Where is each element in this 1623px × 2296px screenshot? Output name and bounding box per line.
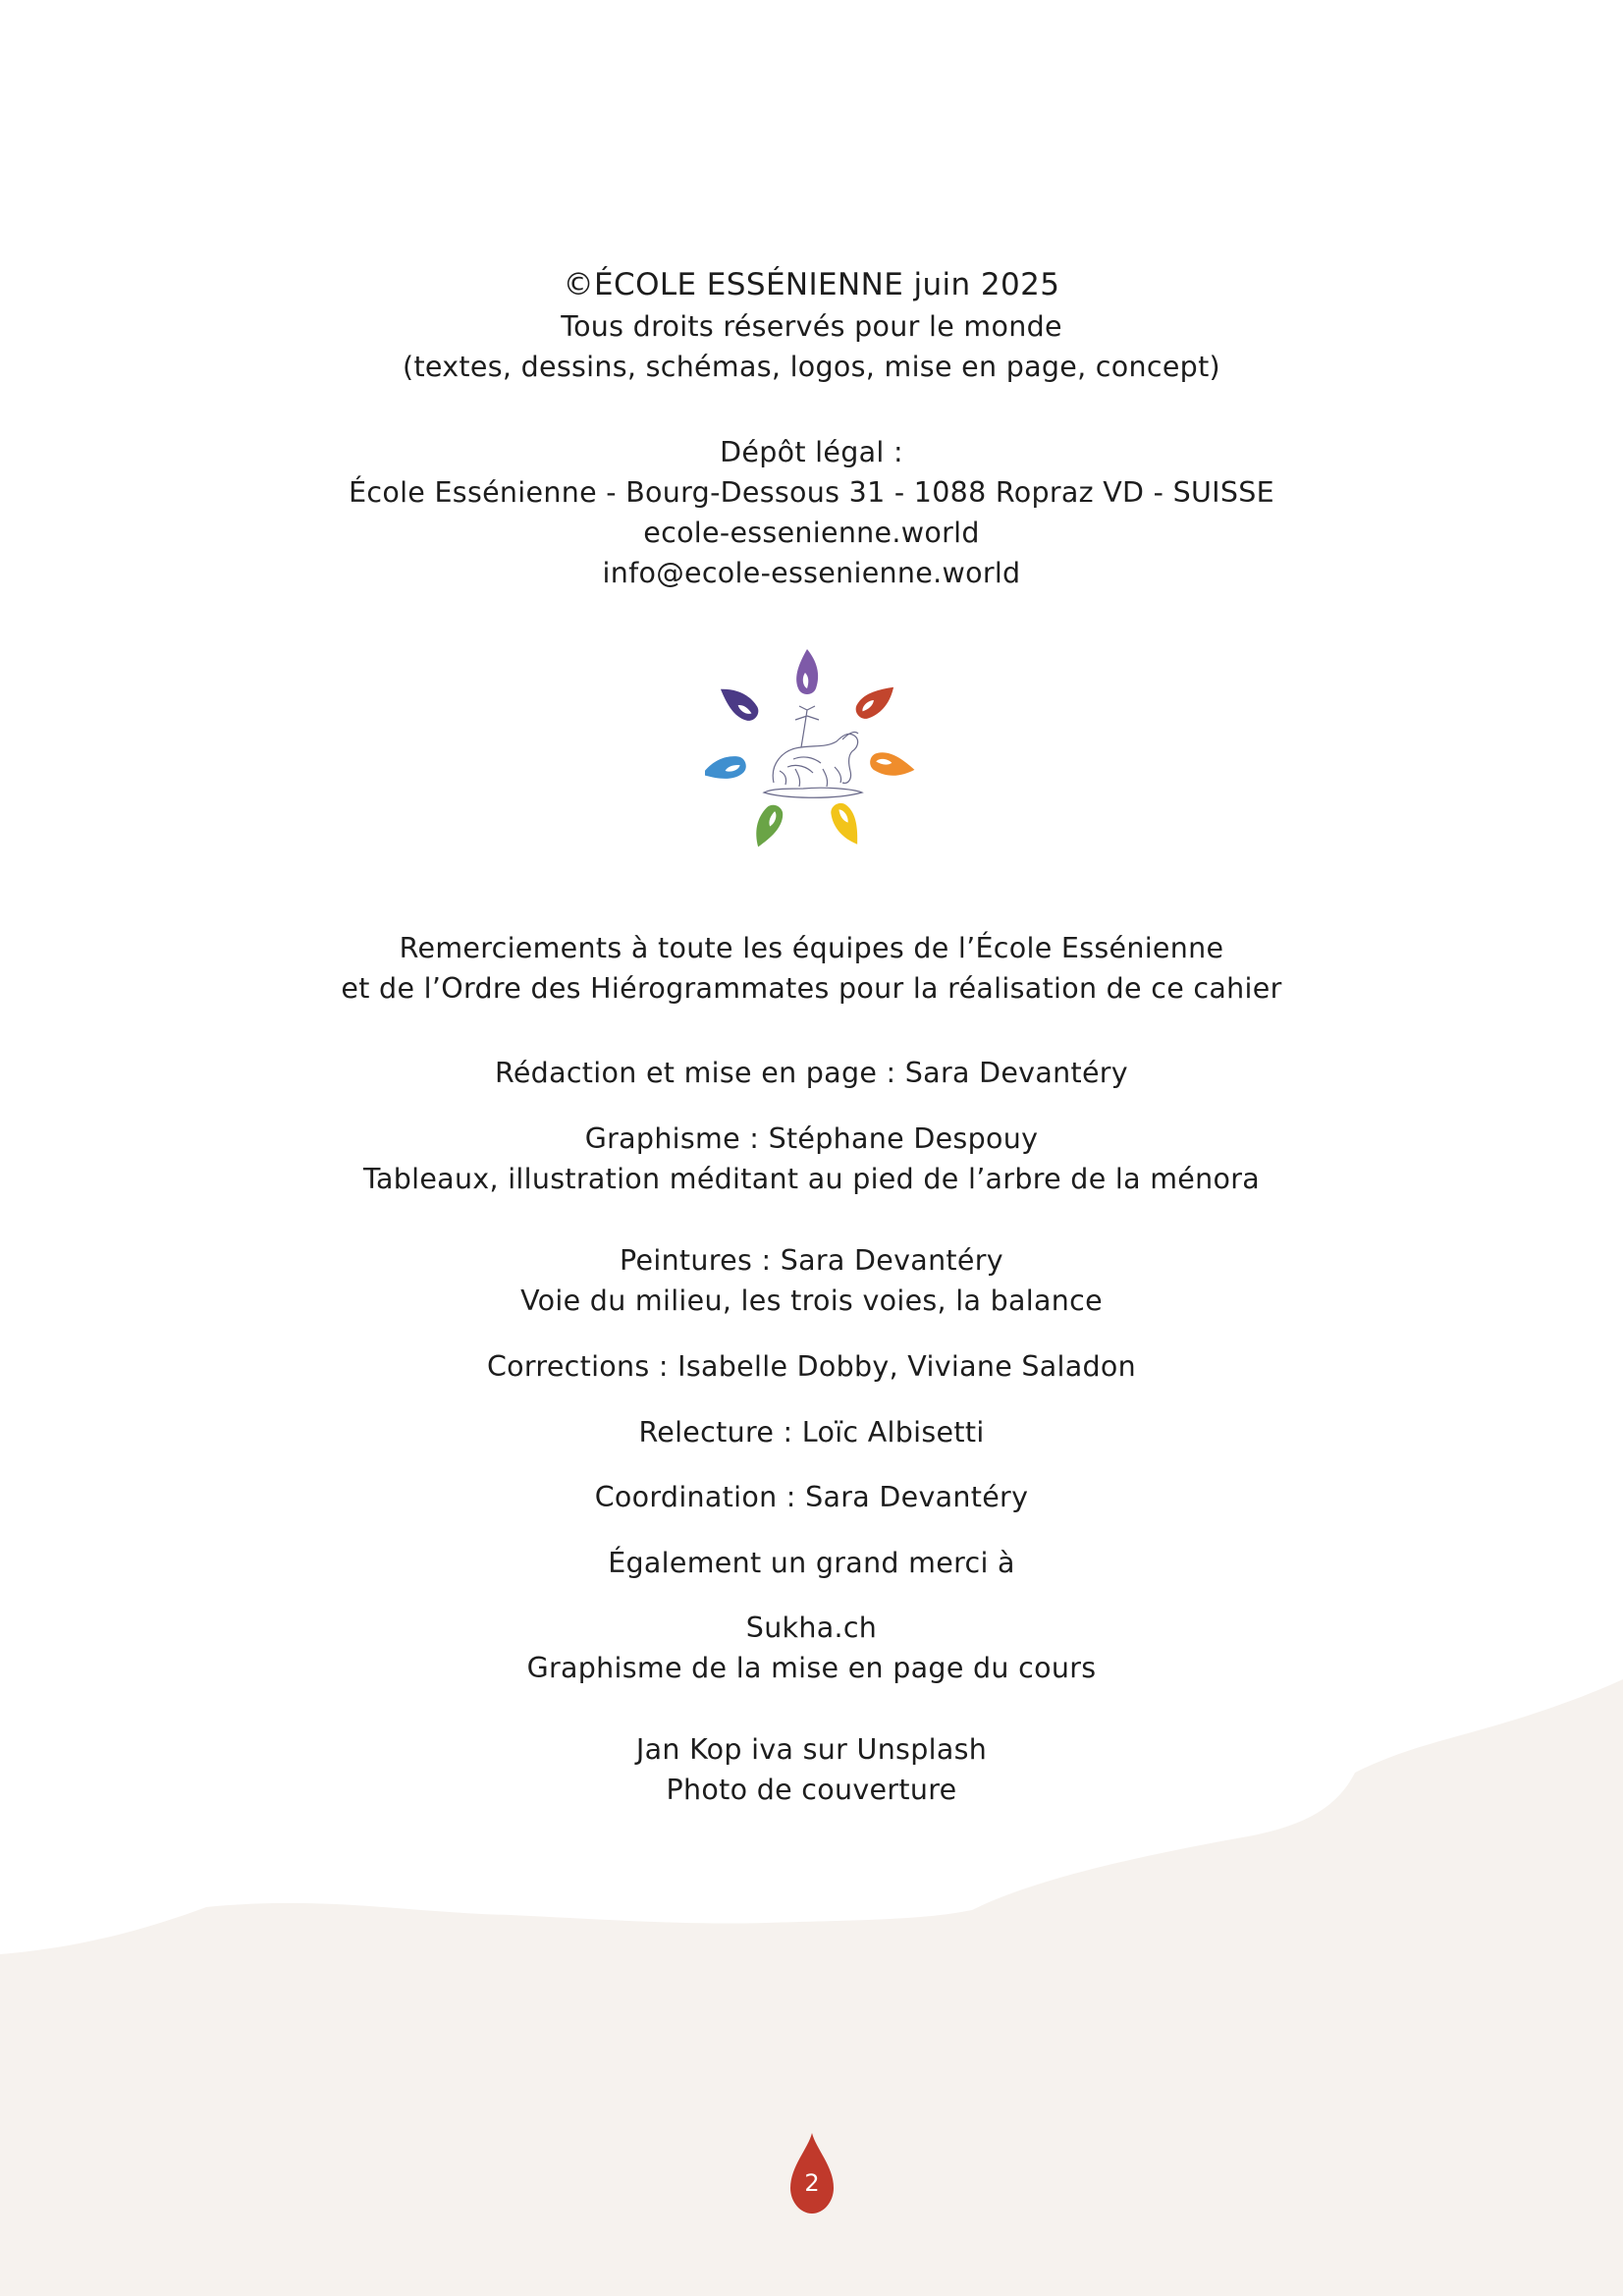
merci-line: Également un grand merci à	[608, 1547, 1015, 1579]
coordination-line: Coordination : Sara Devantéry	[594, 1481, 1029, 1513]
website-link[interactable]: ecole-essenienne.world	[643, 517, 980, 549]
flame-upper-right-icon	[851, 679, 900, 724]
flame-lower-left-icon	[748, 801, 786, 848]
email-link[interactable]: info@ecole-essenienne.world	[602, 557, 1021, 589]
rights-line: Tous droits réservés pour le monde	[561, 310, 1062, 343]
sukha-link[interactable]: Sukha.ch	[745, 1612, 878, 1644]
thanks-block	[0, 928, 1623, 1009]
sukha-detail: Graphisme de la mise en page du cours	[526, 1652, 1097, 1684]
credit-graphisme	[0, 1119, 1623, 1199]
corrections-line: Corrections : Isabelle Dobby, Viviane Saladon	[486, 1350, 1137, 1383]
copyright-title: ©ÉCOLE ESSÉNIENNE juin 2025	[563, 267, 1060, 302]
flame-top-icon	[796, 649, 818, 694]
credit-corrections	[0, 1346, 1623, 1387]
flame-lower-right-icon	[827, 799, 867, 848]
flame-left-icon	[705, 753, 748, 785]
essene-flame-wheel-logo	[705, 645, 915, 848]
credit-redaction	[0, 1053, 1623, 1093]
credit-merci	[0, 1543, 1623, 1583]
flame-right-icon	[868, 750, 915, 781]
thanks-line-1: Remerciements à toute les équipes de l’École Essénienne	[399, 932, 1224, 964]
peintures-detail: Voie du milieu, les trois voies, la balance	[520, 1285, 1103, 1317]
credit-sukha	[0, 1608, 1623, 1688]
rights-scope: (textes, dessins, schémas, logos, mise en page, concept)	[403, 351, 1220, 383]
credit-coordination	[0, 1477, 1623, 1517]
page-number: 2	[804, 2169, 820, 2197]
thanks-line-2: et de l’Ordre des Hiérogrammates pour la réalisation de ce cahier	[341, 972, 1282, 1005]
relecture-line: Relecture : Loïc Albisetti	[638, 1416, 985, 1449]
photo-detail: Photo de couverture	[666, 1774, 957, 1806]
deposit-address: École Essénienne - Bourg-Dessous 31 - 1088 Ropraz VD - SUISSE	[349, 476, 1274, 509]
credit-peintures	[0, 1240, 1623, 1321]
credit-photo	[0, 1729, 1623, 1810]
deposit-block	[0, 432, 1623, 593]
graphisme-line: Graphisme : Stéphane Despouy	[584, 1122, 1039, 1155]
copyright-block	[0, 263, 1623, 387]
graphisme-detail: Tableaux, illustration méditant au pied de l’arbre de la ménora	[362, 1163, 1261, 1195]
deposit-label: Dépôt légal :	[720, 436, 903, 468]
peintures-line: Peintures : Sara Devantéry	[620, 1244, 1003, 1277]
lamb-drawing-icon	[764, 706, 862, 797]
credit-relecture	[0, 1412, 1623, 1452]
redaction-line: Rédaction et mise en page : Sara Devantéry	[495, 1057, 1128, 1089]
photo-credit-line: Jan Kop iva sur Unsplash	[635, 1733, 988, 1766]
flame-upper-left-icon	[714, 681, 763, 726]
